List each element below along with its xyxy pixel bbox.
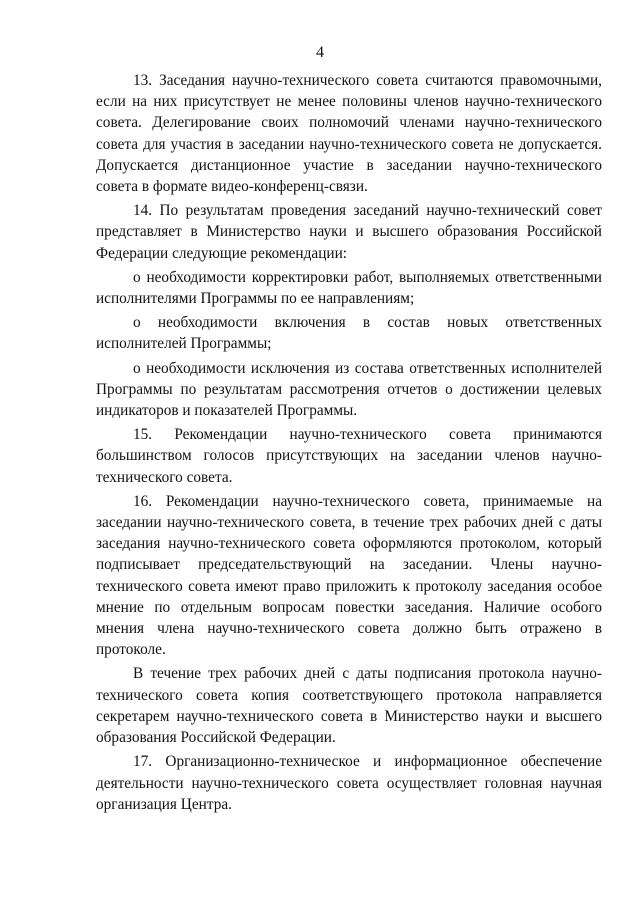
paragraph-13-quorum: 13. Заседания научно-технического совета считаются правомочными, если на них присутствует не менее половины членов научно-технического совета. Делегирование своих полномочий членами научно-технического совета для участия в заседании научно-технического совета не допускается. Допускается дистанционное участие в заседании научно-технического совета в формате видео-конференц-связи. xyxy=(96,72,602,196)
recommendation-item-add-executors: о необходимости включения в состав новых ответственных исполнителей Программы; xyxy=(96,314,602,353)
document-body xyxy=(96,70,602,815)
paragraph-14-recommendations: 14. По результатам проведения заседаний научно-технический совет представляет в Министерство науки и высшего образования Российской Федерации следующие рекомендации: xyxy=(96,202,602,262)
paragraph-15-voting: 15. Рекомендации научно-технического совета принимаются большинством голосов присутствующих на заседании членов научно-технического совета. xyxy=(96,426,602,486)
paragraph-16-protocol-copy: В течение трех рабочих дней с даты подписания протокола научно-технического совета копия соответствующего протокола направляется секретарем научно-технического совета в Министерство науки и высшего образования Российской Федерации. xyxy=(96,665,602,747)
page-number: 4 xyxy=(316,44,324,61)
paragraph-16-protocol: 16. Рекомендации научно-технического совета, принимаемые на заседании научно-технического совета, в течение трех рабочих дней с даты заседания научно-технического совета оформляются протоколом, который подписывает председательствующий на заседании. Члены научно-технического совета имеют право приложить к протоколу заседания особое мнение по отдельным вопросам повестки заседания. Наличие особого мнения члена научно-технического совета должно быть отражено в протоколе. xyxy=(96,492,602,659)
recommendation-item-adjust-works: о необходимости корректировки работ, выполняемых ответственными исполнителями Программы по ее направлениям; xyxy=(96,268,602,308)
recommendation-item-exclude-executors: о необходимости исключения из состава ответственных исполнителей Программы по результатам рассмотрения отчетов о достижении целевых индикаторов и показателей Программы. xyxy=(96,359,602,420)
paragraph-17-support: 17. Организационно-техническое и информационное обеспечение деятельности научно-технического совета осуществляет головная научная организация Центра. xyxy=(96,753,602,813)
